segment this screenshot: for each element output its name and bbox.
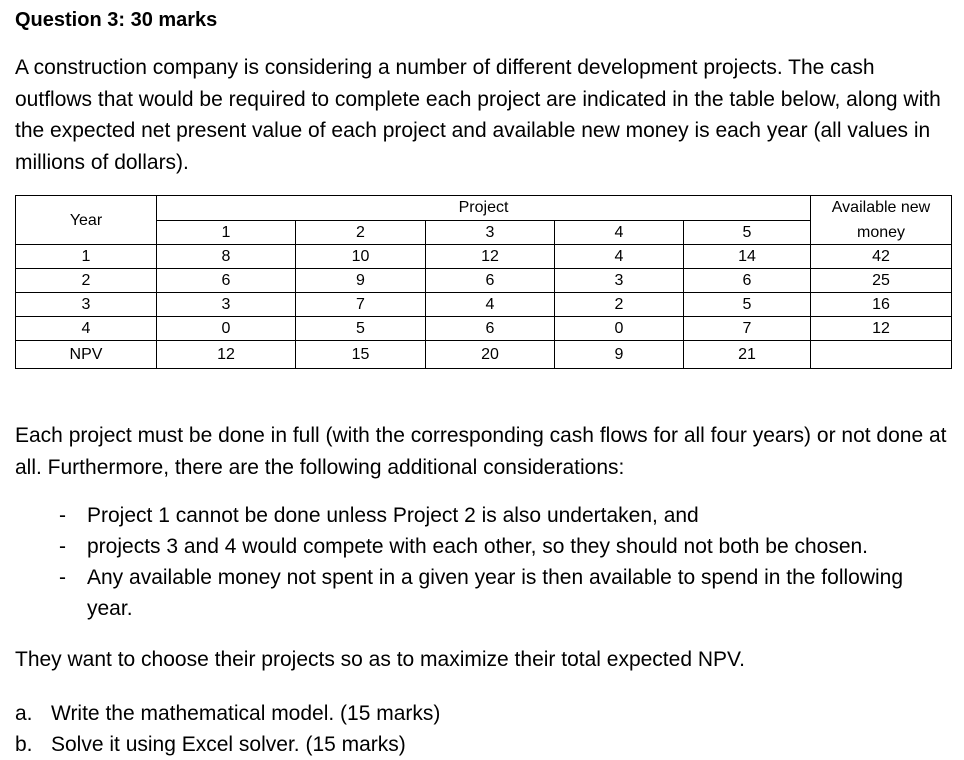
project-number-3: 3 [426, 221, 555, 245]
cashflow-cell: 0 [157, 317, 296, 341]
cashflow-cell: 0 [555, 317, 684, 341]
cashflow-cell: 4 [555, 245, 684, 269]
cashflow-cell: 6 [426, 317, 555, 341]
cashflow-cell: 5 [296, 317, 426, 341]
task-marker: b. [15, 733, 33, 756]
cashflow-cell: 6 [684, 269, 811, 293]
npv-cell: 9 [555, 341, 684, 369]
dash-marker: - [59, 535, 66, 558]
project-number-4: 4 [555, 221, 684, 245]
list-item [15, 562, 950, 624]
table-row [16, 317, 952, 341]
project-header: Project [157, 196, 811, 221]
question-heading: Question 3: 30 marks [15, 9, 218, 31]
year-header: Year [16, 196, 157, 245]
cashflow-cell: 6 [157, 269, 296, 293]
dash-marker: - [59, 504, 66, 527]
npv-cell: 12 [157, 341, 296, 369]
available-money-cell: 42 [811, 245, 952, 269]
npv-cell: 20 [426, 341, 555, 369]
cashflow-cell: 10 [296, 245, 426, 269]
task-text: Write the mathematical model. (15 marks) [51, 702, 441, 725]
project-number-1: 1 [157, 221, 296, 245]
conditions-paragraph: Each project must be done in full (with the corresponding cash flows for all four years) or not done at all. Furthermore, there are the following additional considerations: [15, 424, 947, 479]
available-money-cell: 12 [811, 317, 952, 341]
available-money-cell: 16 [811, 293, 952, 317]
available-money-cell: 25 [811, 269, 952, 293]
considerations-list [15, 500, 950, 624]
task-list [15, 698, 440, 760]
consideration-text: projects 3 and 4 would compete with each other, so they should not both be chosen. [87, 535, 869, 558]
cashflow-cell: 5 [684, 293, 811, 317]
task-marker: a. [15, 702, 33, 725]
cashflow-cell: 3 [555, 269, 684, 293]
cashflow-cell: 4 [426, 293, 555, 317]
cashflow-cell: 3 [157, 293, 296, 317]
cashflow-cell: 2 [555, 293, 684, 317]
cashflow-cell: 12 [426, 245, 555, 269]
year-cell: 1 [16, 245, 157, 269]
npv-label: NPV [16, 341, 157, 369]
available-header-line2: money [811, 221, 952, 245]
cashflow-cell: 7 [684, 317, 811, 341]
table-row [16, 293, 952, 317]
list-item [15, 531, 950, 562]
year-cell: 4 [16, 317, 157, 341]
table-row [16, 269, 952, 293]
year-cell: 2 [16, 269, 157, 293]
dash-marker: - [59, 566, 66, 589]
objective-paragraph: They want to choose their projects so as to maximize their total expected NPV. [15, 648, 745, 671]
consideration-text: Project 1 cannot be done unless Project 2 is also undertaken, and [87, 504, 699, 527]
year-cell: 3 [16, 293, 157, 317]
task-text: Solve it using Excel solver. (15 marks) [51, 733, 406, 756]
available-header-line1: Available new [811, 196, 952, 221]
list-item [15, 500, 950, 531]
intro-paragraph: A construction company is considering a number of different development projects. The cash outflows that would be required to complete each project are indicated in the table below, along with the expected net present value of each project and available new money is each year (all values in millions of dollars). [15, 56, 941, 174]
npv-row [16, 341, 952, 369]
cashflow-cell: 6 [426, 269, 555, 293]
npv-cell: 21 [684, 341, 811, 369]
npv-empty-cell [811, 341, 952, 369]
table-row [16, 245, 952, 269]
cashflow-cell: 9 [296, 269, 426, 293]
project-number-5: 5 [684, 221, 811, 245]
list-item [15, 698, 440, 729]
project-number-2: 2 [296, 221, 426, 245]
cashflow-cell: 7 [296, 293, 426, 317]
project-cashflow-table [15, 195, 952, 369]
cashflow-cell: 14 [684, 245, 811, 269]
cashflow-cell: 8 [157, 245, 296, 269]
list-item [15, 729, 440, 760]
consideration-text: Any available money not spent in a given year is then available to spend in the following year. [87, 566, 904, 620]
npv-cell: 15 [296, 341, 426, 369]
